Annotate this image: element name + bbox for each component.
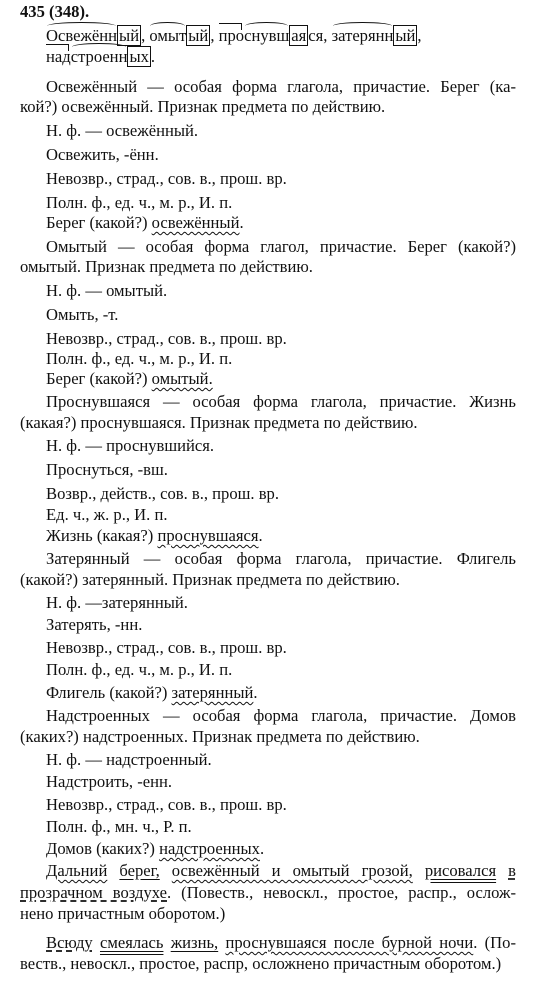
definition-underline: проснувшаяся: [157, 526, 259, 545]
adverbial-underline: в: [508, 861, 516, 880]
morphemic-words-line-2: [46, 47, 155, 67]
predicate-underline: рисовался: [424, 861, 497, 880]
block-1-form: Полн. ф., ед. ч., м. р., И. п.: [46, 193, 233, 212]
sentence-2-line-2: веств., невоскл., простое, распр, осложнено причастным оборотом.): [20, 954, 502, 973]
block-2-form: Полн. ф., ед. ч., м. р., И. п.: [46, 349, 233, 368]
block-2-features: Невозвр., страд., сов. в., прош. вр.: [46, 329, 287, 348]
block-2-intro-line-1: Омытый — особая форма глагол, причастие. Берег (какой?): [46, 237, 516, 256]
block-4-form: Полн. ф., ед. ч., м. р., И. п.: [46, 660, 233, 679]
root-mark: снувш: [244, 26, 290, 45]
block-4-initial-form: Н. ф. —затерянный.: [46, 593, 188, 612]
block-5-initial-form: Н. ф. — надстроенный.: [46, 750, 212, 769]
block-4-intro-line-2: (какой?) затерянный. Признак предмета по действию.: [20, 570, 400, 589]
block-2-intro-line-2: омытый. Признак предмета по действию.: [20, 257, 313, 276]
word-nadstroennykh: надстроенн ых .: [46, 47, 156, 66]
prefix-mark: над: [46, 47, 71, 66]
block-2-example: Берег (какой?) омытый.: [46, 369, 213, 388]
block-3-form: Ед. ч., ж. р., И. п.: [46, 505, 168, 524]
block-3-intro-line-1: Проснувшаяся — особая форма глагола, причастие. Жизнь: [46, 392, 516, 411]
block-4-intro-line-1: Затерянный — особая форма глагола, причастие. Флигель: [46, 549, 516, 568]
block-3-verb: Проснуться, -вш.: [46, 460, 168, 479]
ending-box: ых: [129, 47, 149, 66]
exercise-title: 435 (348).: [20, 2, 90, 21]
attribute-underline: Дальний: [46, 861, 108, 880]
participial-underline: проснувшаяся после бурной ночи: [225, 933, 474, 952]
word-omyty: омыт ый ,: [149, 26, 215, 45]
block-3-intro-line-2: (какая?) проснувшаяся. Признак предмета по действию.: [20, 413, 418, 432]
prefix-mark: про: [218, 26, 245, 45]
root-mark: строенн: [70, 47, 128, 66]
definition-underline: надстроенных: [159, 839, 260, 858]
predicate-underline: смеялась: [99, 933, 164, 952]
block-2-initial-form: Н. ф. — омытый.: [46, 281, 168, 300]
root-mark: Освежённ: [46, 26, 118, 45]
definition-underline: освежённый: [151, 213, 240, 232]
block-1-initial-form: Н. ф. — освежённый.: [46, 121, 199, 140]
block-5-intro-line-2: (каких?) надстроенных. Признак предмета по действию.: [20, 727, 420, 746]
block-5-verb: Надстроить, -енн.: [46, 772, 173, 791]
root-mark: затерянн: [331, 26, 394, 45]
word-prosnuvshayasya: проснувш ая ся,: [218, 26, 328, 45]
sentence-1-line-2: прозрачном воздухе. (Повеств., невоскл., простое, распр., ослож-: [20, 883, 516, 902]
ending-box: ый: [395, 26, 416, 45]
block-3-features: Возвр., действ., сов. в., прош. вр.: [46, 484, 279, 503]
block-4-verb: Затерять, -нн.: [46, 615, 143, 634]
participial-underline: освежённый и омытый грозой,: [171, 861, 413, 880]
block-1-example: Берег (какой?) освежённый.: [46, 213, 244, 232]
definition-underline: омытый.: [151, 369, 213, 388]
adverbial-underline: прозрачном воздухе: [20, 883, 168, 902]
word-osvezhyonny: Освежённ ый ,: [46, 26, 146, 45]
block-5-example: Домов (каких?) надстроенных.: [46, 839, 265, 858]
block-1-verb: Освежить, -ённ.: [46, 145, 159, 164]
block-4-features: Невозвр., страд., сов. в., прош. вр.: [46, 638, 287, 657]
block-1-intro-line-2: кой?) освежённый. Признак предмета по действию.: [20, 97, 386, 116]
ending-box: ый: [119, 26, 140, 45]
root-mark: омыт: [149, 26, 187, 45]
definition-underline: затерянный: [171, 683, 254, 702]
block-5-form: Полн. ф., мн. ч., Р. п.: [46, 817, 192, 836]
subject-underline: жизнь,: [170, 933, 219, 952]
block-1-intro-line-1: Освежённый — особая форма глагола, причастие. Берег (ка-: [46, 77, 516, 96]
ending-box: ый: [188, 26, 209, 45]
sentence-1-line-3: нено причастным оборотом.): [20, 904, 226, 923]
block-1-features: Невозвр., страд., сов. в., прош. вр.: [46, 169, 287, 188]
sentence-2-line-1: Всюду смеялась жизнь, проснувшаяся после бурной ночи. (По-: [46, 933, 516, 952]
block-3-example: Жизнь (какая?) проснувшаяся.: [46, 526, 263, 545]
block-3-initial-form: Н. ф. — проснувшийся.: [46, 436, 215, 455]
block-4-example: Флигель (какой?) затерянный.: [46, 683, 258, 702]
subject-underline: берег,: [119, 861, 160, 880]
block-2-verb: Омыть, -т.: [46, 305, 119, 324]
word-zateryanny: затерянн ый ,: [331, 26, 422, 45]
adverbial-underline: Всюду: [46, 933, 93, 952]
sentence-1-line-1: [20, 861, 516, 881]
block-5-intro-line-1: Надстроенных — особая форма глагола, причастие. Домов: [46, 706, 516, 725]
ending-box: ая: [291, 26, 307, 45]
block-5-features: Невозвр., страд., сов. в., прош. вр.: [46, 795, 287, 814]
